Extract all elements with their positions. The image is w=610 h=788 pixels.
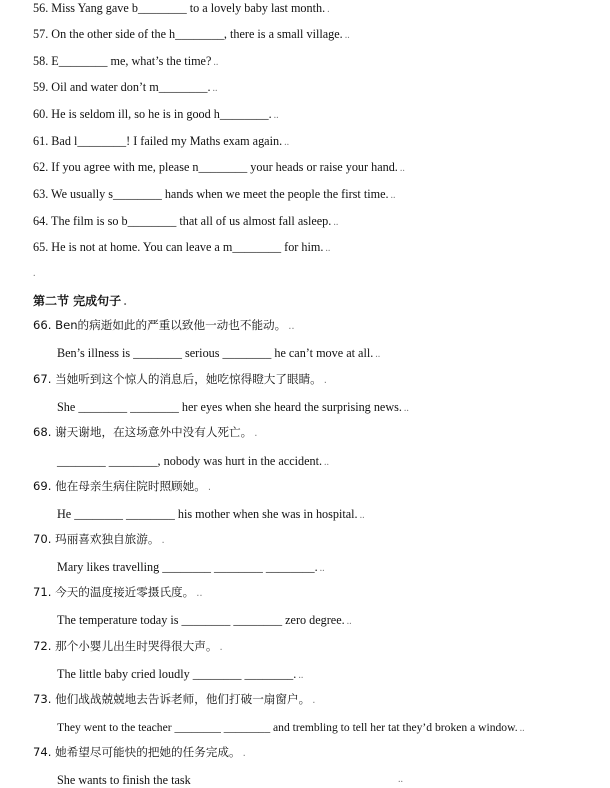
question-71-chinese: 71. 今天的温度接近零摄氏度。 .. [33, 585, 203, 599]
question-66-english: Ben’s illness is ________ serious ________ he can’t move at all. .. [57, 346, 381, 360]
question-56: 56. Miss Yang gave b________ to a lovely baby last month. . [33, 1, 330, 15]
question-72-english: The little baby cried loudly ________ ________. .. [57, 667, 304, 681]
paragraph-mark: . [33, 268, 36, 279]
question-74-chinese: 74. 她希望尽可能快的把她的任务完成。 . [33, 745, 246, 759]
question-66-chinese: 66. Ben的病逝如此的严重以致他一动也不能动。 .. [33, 318, 295, 332]
paragraph-mark-end: .. [398, 774, 403, 785]
question-71-english: The temperature today is ________ ________ zero degree. .. [57, 613, 352, 627]
question-73-chinese: 73. 他们战战兢兢地去告诉老师，他们打破一扇窗户。 . [33, 692, 316, 706]
question-70-english: Mary likes travelling ________ ________ ________. .. [57, 560, 325, 574]
question-65: 65. He is not at home. You can leave a m________ for him. .. [33, 240, 331, 254]
question-72-chinese: 72. 那个小婴儿出生时哭得很大声。 . [33, 639, 223, 653]
section-2-title: 第二节 完成句子 . [33, 294, 127, 308]
question-57: 57. On the other side of the h________, there is a small village. .. [33, 27, 350, 41]
question-70-chinese: 70. 玛丽喜欢独自旅游。 . [33, 532, 165, 546]
question-62: 62. If you agree with me, please n________ your heads or raise your hand. .. [33, 160, 405, 174]
question-69-chinese: 69. 他在母亲生病住院时照顾她。 . [33, 479, 212, 493]
question-73-english: They went to the teacher ________ ________ and trembling to tell her tat they’d broken a window. .. [57, 721, 525, 734]
question-61: 61. Bad l________! I failed my Maths exam again. .. [33, 134, 290, 148]
question-64: 64. The film is so b________ that all of us almost fall asleep. .. [33, 214, 339, 228]
question-60: 60. He is seldom ill, so he is in good h________. .. [33, 107, 279, 121]
question-68-english: ________ ________, nobody was hurt in the accident. .. [57, 454, 330, 468]
question-67-english: She ________ ________ her eyes when she heard the surprising news. .. [57, 400, 409, 414]
question-63: 63. We usually s________ hands when we meet the people the first time. .. [33, 187, 396, 201]
question-74-english: She wants to finish the task [57, 773, 191, 787]
question-67-chinese: 67. 当她听到这个惊人的消息后，她吃惊得瞪大了眼睛。 . [33, 372, 327, 386]
question-68-chinese: 68. 谢天谢地，在这场意外中没有人死亡。 . [33, 425, 258, 439]
question-58: 58. E________ me, what’s the time? .. [33, 54, 219, 68]
question-59: 59. Oil and water don’t m________. .. [33, 80, 218, 94]
question-69-english: He ________ ________ his mother when she was in hospital. .. [57, 507, 365, 521]
